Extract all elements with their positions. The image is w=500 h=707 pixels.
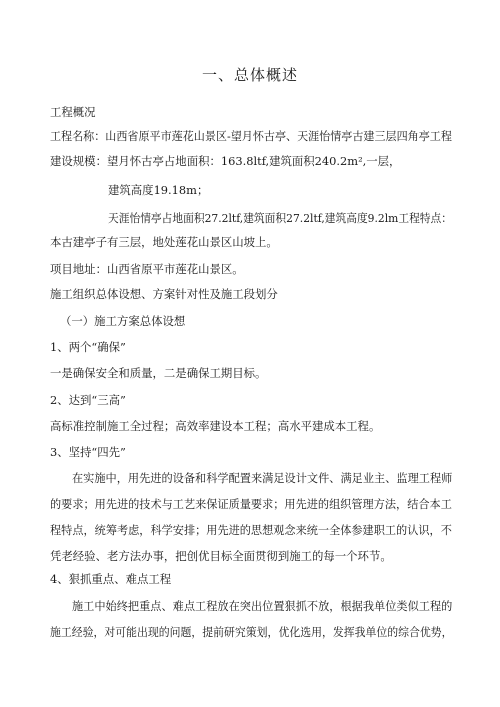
section-title: 一、总体概述 — [201, 66, 298, 84]
key-works-para-line-1: 施工中始终把重点、难点工程放在突出位置狠抓不放，根据我单位类似工程的 — [72, 599, 453, 613]
key-works-para-line-2: 施工经验，对可能出现的问题，提前研究策划，优化选用，发挥我单位的综合优势， — [50, 625, 453, 639]
two-ensures-text: 一是确保安全和质量，二是确保工期目标。 — [50, 366, 267, 380]
four-firsts-para-line-1: 在实施中，用先进的设备和科学配置来满足设计文件、满足业主、监理工程师 — [72, 471, 453, 485]
four-firsts-para-line-4: 凭老经验、老方法办事，把创优目标全面贯彻到施工的每一个环节。 — [50, 549, 392, 563]
construction-scale: 建设规模：望月怀古亭占地面积：163.8ltf,建筑面积240.2m²,一层， — [50, 154, 401, 168]
project-address: 项目地址：山西省原平市莲花山景区。 — [50, 262, 244, 276]
project-name: 工程名称：山西省原平市莲花山景区-望月怀古亭、天涯怡情亭古建三层四角亭工程 — [50, 129, 452, 143]
item-four-firsts: 3、坚持“四先” — [50, 445, 126, 459]
heading-project-overview: 工程概况 — [50, 105, 96, 119]
four-firsts-para-line-2: 的要求；用先进的技术与工艺来保证质量要求；用先进的组织管理方法，结合本工 — [50, 497, 452, 511]
four-firsts-para-line-3: 程特点，统筹考虑，科学安排；用先进的思想观念来统一全体参建职工的认识，不 — [50, 523, 452, 537]
item-key-difficult-works: 4、狠抓重点、难点工程 — [50, 572, 172, 586]
building-height: 建筑高度19.18m； — [108, 183, 209, 197]
subheading-plan-concept: （一）施工方案总体设想 — [60, 314, 186, 328]
three-highs-text: 高标准控制施工全过程；高效率建设本工程；高水平建成本工程。 — [50, 419, 381, 433]
item-two-ensures: 1、两个“确保” — [50, 340, 126, 354]
heading-construction-organization: 施工组织总体设想、方案针对性及施工段划分 — [50, 287, 278, 301]
item-three-highs: 2、达到“三高” — [50, 393, 126, 407]
tianya-pavilion-info: 天涯怡情亭占地面积27.2ltf,建筑面积27.2ltf,建筑高度9.2lm工程特点： — [108, 211, 453, 225]
project-features: 本古建亭子有三层，地处莲花山景区山坡上。 — [50, 235, 278, 249]
